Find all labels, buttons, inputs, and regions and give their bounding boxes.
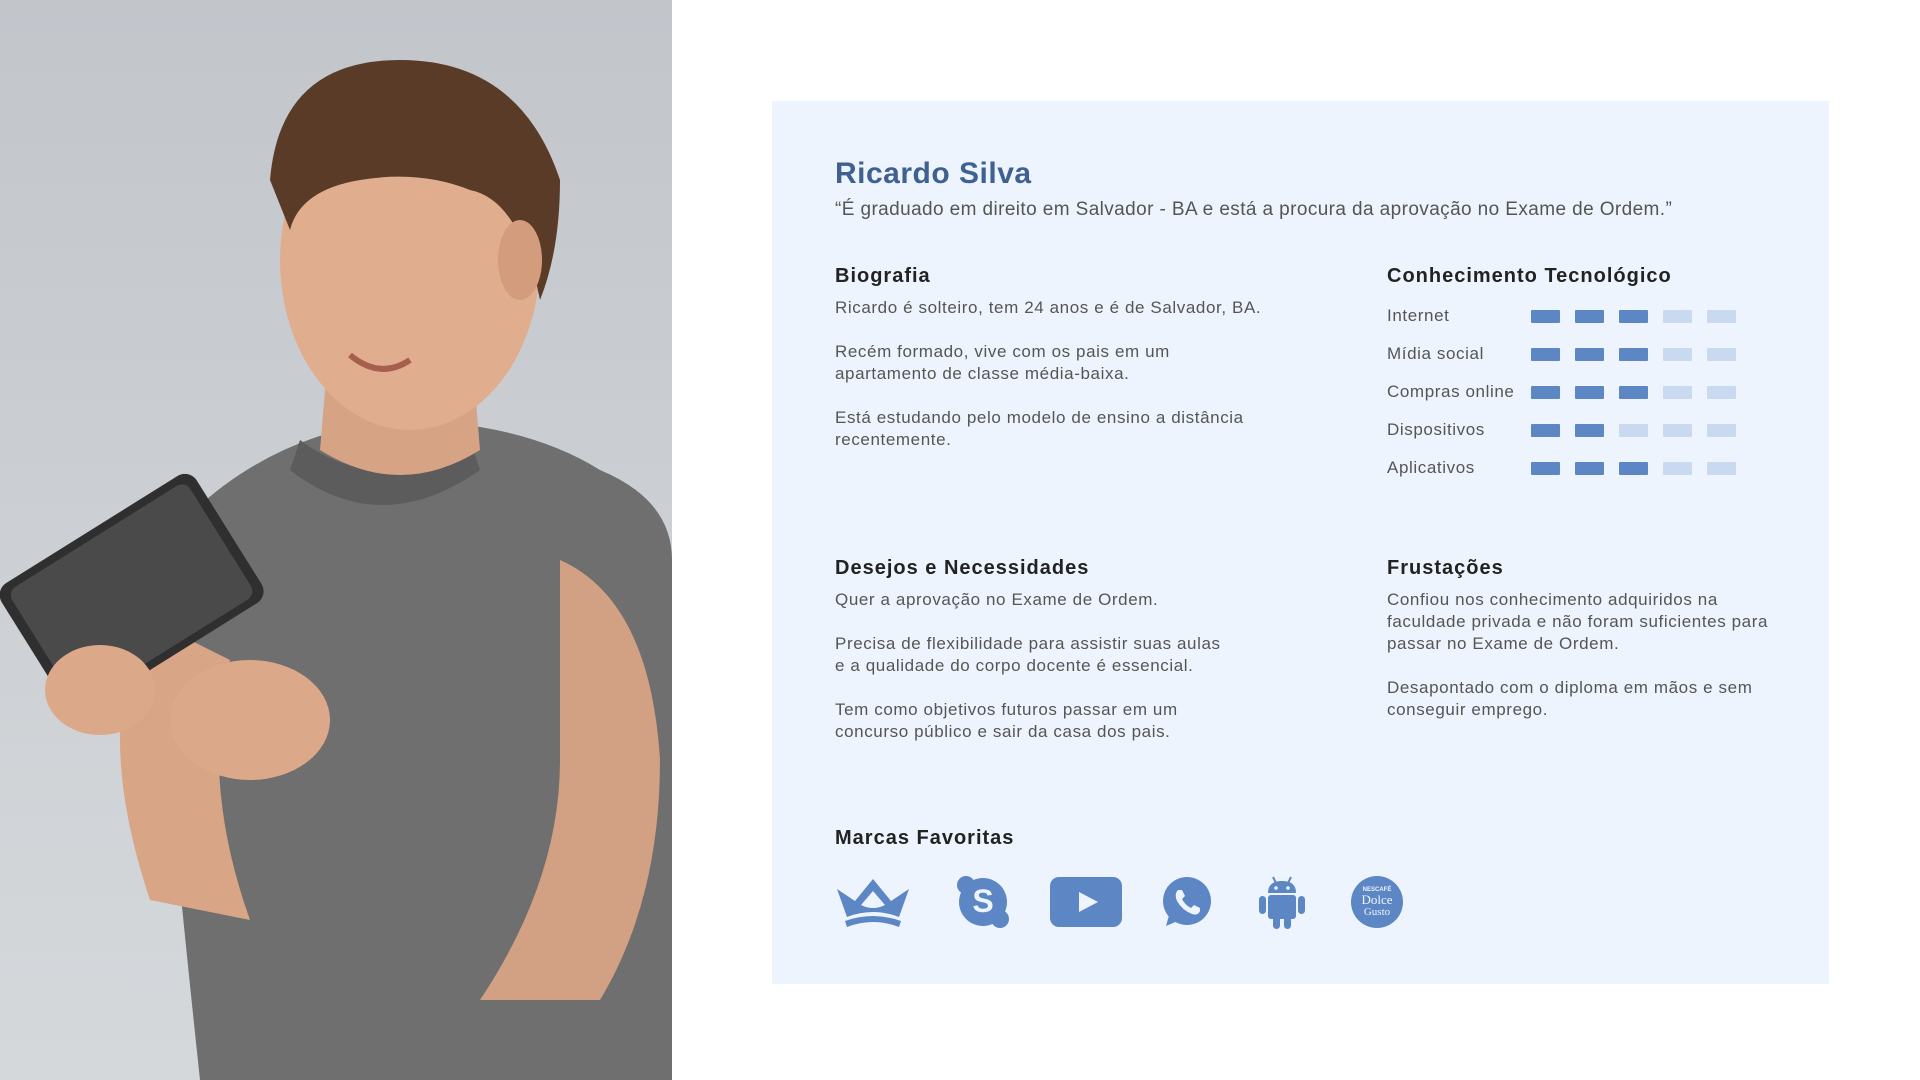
frustrations-paragraph: Desapontado com o diploma em mãos e sem conseguir emprego. (1387, 678, 1753, 719)
persona-quote: “É graduado em direito em Salvador - BA e está a procura da aprovação no Exame de Ordem.” (835, 199, 1673, 220)
skill-level-empty (1663, 348, 1692, 361)
wishes-section (835, 557, 1225, 765)
crown-logo-icon (835, 872, 911, 932)
skill-label: Internet (1387, 306, 1450, 325)
skill-level-empty (1619, 424, 1648, 437)
frustrations-paragraph: Confiou nos conhecimento adquiridos na faculdade privada e não foram suficientes para passar no Exame de Ordem. (1387, 590, 1769, 653)
youtube-icon (1050, 872, 1122, 932)
nescafe-logo-text: NESCAFÉ (1362, 887, 1392, 893)
skill-row (1387, 411, 1787, 449)
skill-level-empty (1707, 424, 1736, 437)
whatsapp-icon (1159, 872, 1213, 932)
persona-photo (0, 0, 672, 1080)
skill-level-filled (1619, 462, 1648, 475)
gusto-logo-text: Gusto (1363, 906, 1391, 918)
brands-title: Marcas Favoritas (835, 827, 1015, 849)
skill-level-empty (1707, 310, 1736, 323)
skill-level-filled (1575, 386, 1604, 399)
skill-label: Mídia social (1387, 344, 1484, 363)
skill-level-filled (1531, 386, 1560, 399)
nescafe-dolce-gusto-icon (1350, 872, 1404, 932)
wishes-paragraph: Quer a aprovação no Exame de Ordem. (835, 590, 1159, 609)
skill-level-filled (1531, 310, 1560, 323)
skype-icon (955, 872, 1011, 932)
tech-knowledge-title: Conhecimento Tecnológico (1387, 265, 1672, 287)
persona-card (772, 101, 1829, 984)
svg-text:S: S (972, 883, 994, 919)
persona-name: Ricardo Silva (835, 157, 1032, 190)
skill-label: Aplicativos (1387, 458, 1475, 477)
skill-level-meter (1531, 386, 1736, 399)
skill-row (1387, 297, 1787, 335)
tech-knowledge-section (1387, 265, 1787, 487)
skill-level-filled (1619, 310, 1648, 323)
skill-level-filled (1531, 462, 1560, 475)
brands-section (835, 827, 1535, 932)
skill-level-meter (1531, 348, 1736, 361)
biography-title: Biografia (835, 265, 931, 287)
skill-level-empty (1663, 386, 1692, 399)
biography-paragraph: Ricardo é solteiro, tem 24 anos e é de Salvador, BA. (835, 298, 1262, 317)
android-icon (1258, 872, 1306, 932)
biography-paragraph: Está estudando pelo modelo de ensino a distância recentemente. (835, 408, 1244, 449)
skill-level-meter (1531, 310, 1736, 323)
skill-level-filled (1575, 310, 1604, 323)
skill-row (1387, 335, 1787, 373)
dolce-logo-text: Dolce (1361, 892, 1393, 907)
skill-level-empty (1707, 348, 1736, 361)
wishes-title: Desejos e Necessidades (835, 557, 1090, 579)
persona-photo-illustration (0, 0, 672, 1080)
skill-level-empty (1663, 462, 1692, 475)
biography-section (835, 265, 1275, 473)
skill-row (1387, 449, 1787, 487)
frustrations-title: Frustações (1387, 557, 1504, 579)
skill-level-empty (1707, 462, 1736, 475)
biography-paragraph: Recém formado, vive com os pais em um apartamento de classe média-baixa. (835, 342, 1170, 383)
brand-logos (835, 872, 1535, 932)
skill-list (1387, 297, 1787, 487)
skill-level-filled (1575, 424, 1604, 437)
skill-level-meter (1531, 462, 1736, 475)
skill-level-empty (1663, 310, 1692, 323)
wishes-paragraph: Precisa de flexibilidade para assistir suas aulas e a qualidade do corpo docente é essencial. (835, 634, 1221, 675)
wishes-paragraph: Tem como objetivos futuros passar em um concurso público e sair da casa dos pais. (835, 700, 1178, 741)
skill-level-filled (1619, 348, 1648, 361)
skill-level-filled (1575, 348, 1604, 361)
skill-level-filled (1619, 386, 1648, 399)
skill-level-empty (1707, 386, 1736, 399)
skill-label: Compras online (1387, 382, 1515, 401)
skill-level-filled (1531, 348, 1560, 361)
skill-row (1387, 373, 1787, 411)
skill-level-empty (1663, 424, 1692, 437)
skill-level-meter (1531, 424, 1736, 437)
skill-label: Dispositivos (1387, 420, 1485, 439)
skill-level-filled (1531, 424, 1560, 437)
skill-level-filled (1575, 462, 1604, 475)
frustrations-section (1387, 557, 1787, 743)
